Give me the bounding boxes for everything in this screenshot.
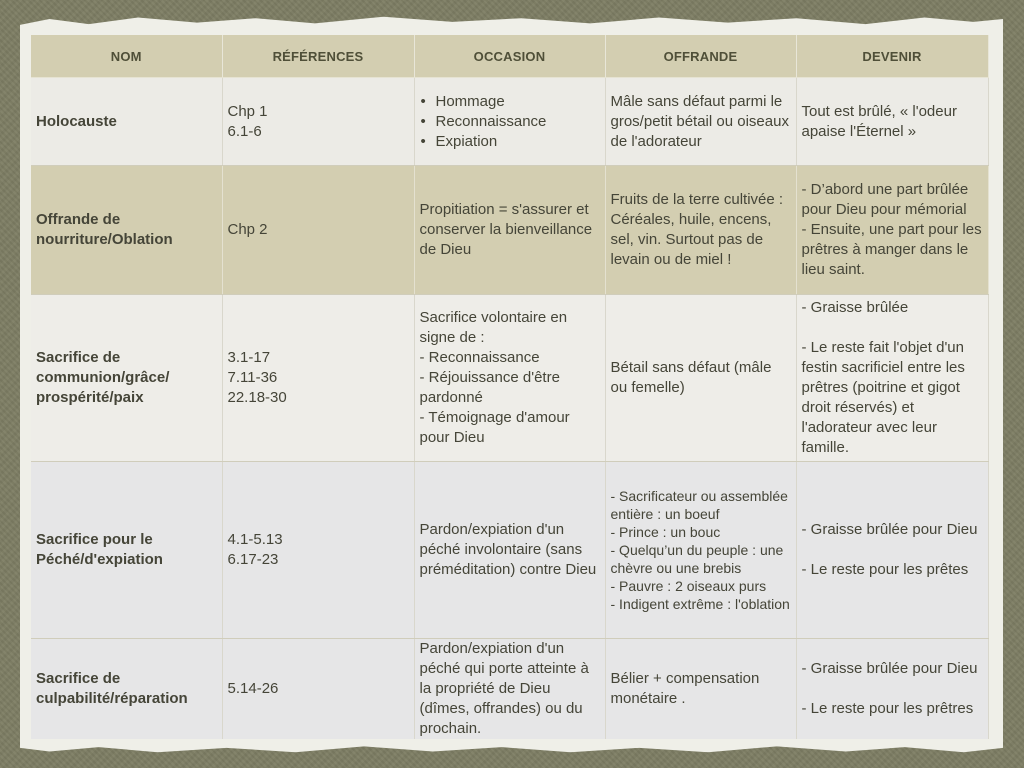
cell-nom — [31, 78, 222, 166]
table-header-row — [31, 35, 988, 78]
cell-offrande — [605, 78, 796, 166]
occasion-list — [420, 92, 600, 152]
cell-devenir — [796, 295, 988, 462]
cell-nom — [31, 639, 222, 740]
cell-occasion — [414, 166, 605, 295]
cell-text: Pardon/expiation d'un péché qui porte atteinte à la propriété de Dieu (dîmes, offrandes) ou du prochain. — [419, 640, 589, 737]
cell-text: - Graisse brûlée pour Dieu - Le reste pour les prêtes — [801, 521, 978, 578]
cell-text: 3.1-17 7.11-36 22.18-30 — [227, 349, 287, 406]
table-row — [31, 166, 988, 295]
cell-occasion — [414, 462, 605, 639]
table-row — [31, 78, 988, 166]
cell-references — [222, 639, 414, 740]
cell-devenir — [796, 78, 988, 166]
cell-text: Tout est brûlé, « l'odeur apaise l'Éternel » — [801, 102, 957, 140]
cell-occasion — [414, 295, 605, 462]
cell-text: Sacrifice de culpabilité/réparation — [36, 670, 188, 707]
cell-devenir — [796, 166, 988, 295]
cell-occasion — [414, 78, 605, 166]
header-nom: NOM — [31, 35, 222, 78]
cell-nom — [31, 462, 222, 639]
cell-text: - D’abord une part brûlée pour Dieu pour mémorial - Ensuite, une part pour les prêtres à manger dans le lieu saint. — [801, 181, 982, 278]
cell-offrande — [605, 295, 796, 462]
cell-text: Propitiation = s'assurer et conserver la bienveillance de Dieu — [419, 201, 593, 258]
cell-text: 4.1-5.13 6.17-23 — [227, 531, 283, 568]
cell-occasion — [414, 639, 605, 740]
cell-nom — [31, 166, 222, 295]
cell-text: Bélier + compensation monétaire . — [610, 670, 760, 707]
cell-offrande — [605, 462, 796, 639]
cell-offrande — [605, 166, 796, 295]
list-item: • Hommage — [420, 92, 600, 112]
cell-nom — [31, 295, 222, 462]
cell-text: - Sacrificateur ou assemblée entière : un boeuf - Prince : un bouc - Quelqu’un du peuple : une chèvre ou une brebis - Pauvre : 2 oiseaux purs - Indigent extrême : l'oblation — [610, 488, 790, 612]
header-devenir: DEVENIR — [796, 35, 988, 78]
cell-devenir — [796, 639, 988, 740]
list-item: • Reconnaissance — [420, 112, 600, 132]
cell-text: Sacrifice de communion/grâce/ prospérité/paix — [36, 349, 170, 406]
cell-text: Fruits de la terre cultivée : Céréales, huile, encens, sel, vin. Surtout pas de levain ou de miel ! — [610, 191, 784, 268]
cell-text: Sacrifice volontaire en signe de : - Reconnaissance - Réjouissance d'être pardonné - Témoignage d'amour pour Dieu — [419, 309, 570, 446]
cell-offrande — [605, 639, 796, 740]
cell-references — [222, 462, 414, 639]
list-item: • Expiation — [420, 132, 600, 152]
cell-references — [222, 78, 414, 166]
cell-text: 5.14-26 — [227, 680, 279, 697]
sacrifices-table — [31, 35, 989, 739]
header-occasion: OCCASION — [414, 35, 605, 78]
cell-text: Chp 2 — [227, 221, 268, 238]
table-row — [31, 639, 988, 740]
cell-text: Offrande de nourriture/Oblation — [36, 211, 173, 248]
header-offrande: OFFRANDE — [605, 35, 796, 78]
table-row — [31, 462, 988, 639]
cell-text: - Graisse brûlée - Le reste fait l'objet d'un festin sacrificiel entre les prêtres (poitrine et gigot droit réservés) et l'adorateur avec leur famille. — [801, 299, 965, 456]
cell-text: Pardon/expiation d'un péché involontaire (sans préméditation) contre Dieu — [419, 521, 597, 578]
cell-text: Mâle sans défaut parmi le gros/petit bétail ou oiseaux de l'adorateur — [610, 92, 789, 150]
cell-text: Sacrifice pour le Péché/d'expiation — [36, 531, 163, 568]
cell-references — [222, 295, 414, 462]
cell-text: Bétail sans défaut (mâle ou femelle) — [610, 359, 772, 396]
cell-text: - Graisse brûlée pour Dieu - Le reste pour les prêtres — [801, 660, 978, 717]
cell-devenir — [796, 462, 988, 639]
header-references: RÉFÉRENCES — [222, 35, 414, 78]
table-row — [31, 295, 988, 462]
cell-text: Chp 1 6.1-6 — [227, 102, 268, 140]
cell-references — [222, 166, 414, 295]
cell-text: Holocauste — [36, 112, 117, 130]
